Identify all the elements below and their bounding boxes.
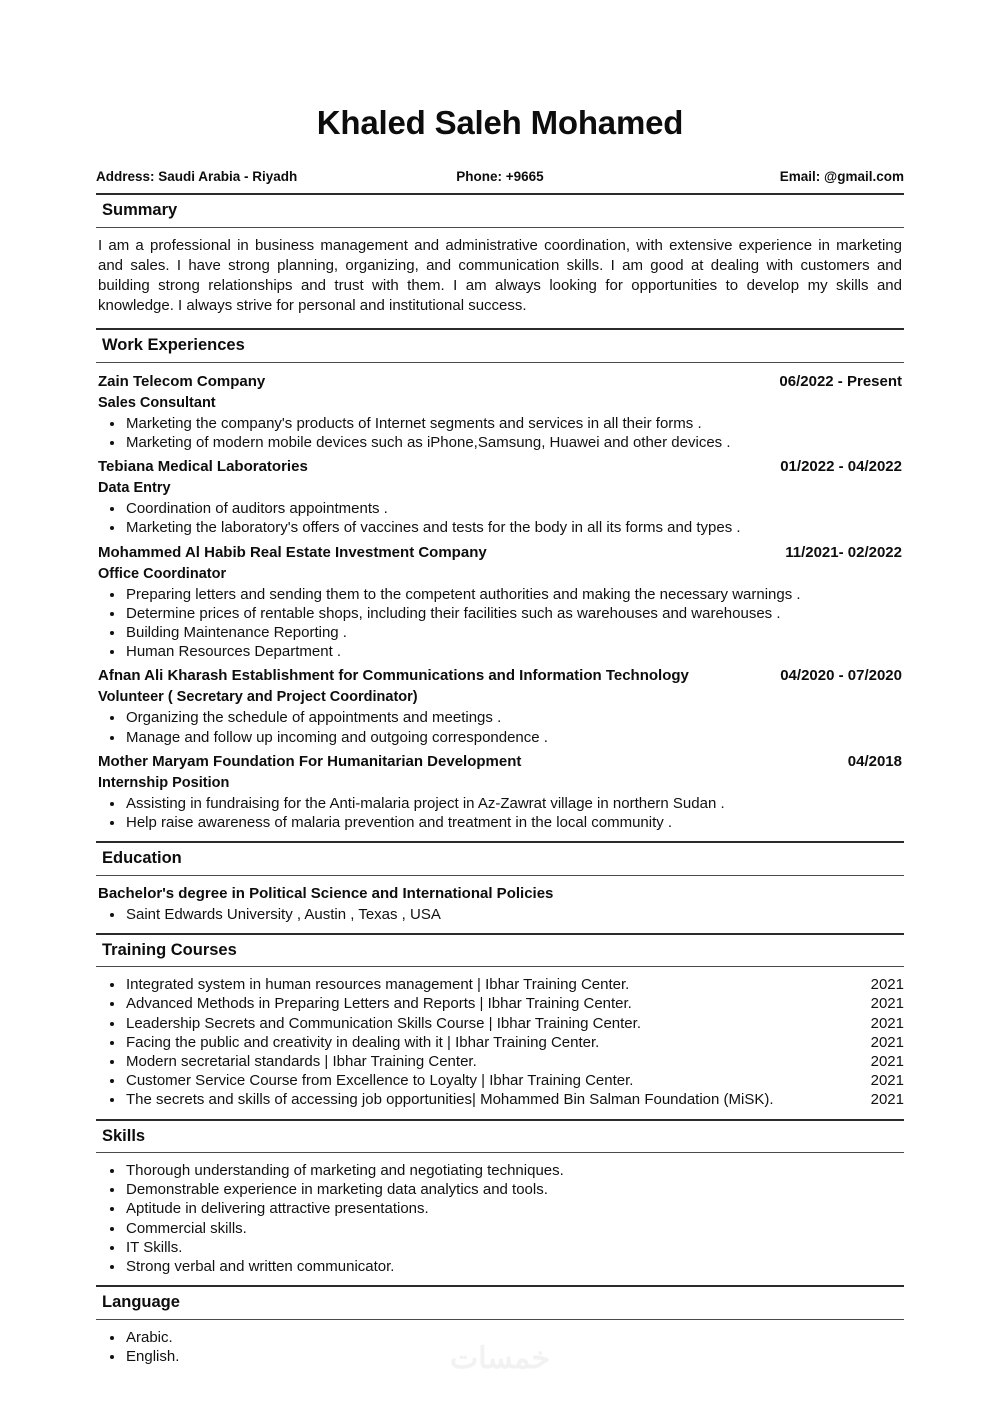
training-course-item: [96, 1033, 904, 1052]
section-heading-language: Language: [96, 1285, 904, 1319]
skill-item: Thorough understanding of marketing and negotiating techniques.: [96, 1161, 904, 1180]
skill-item: Demonstrable experience in marketing data analytics and tools.: [96, 1180, 904, 1199]
skills-list: [96, 1161, 904, 1276]
training-body: [96, 967, 904, 1109]
training-course-year: 2021: [870, 1091, 904, 1109]
education-bullet-list: [96, 905, 904, 924]
work-entry-bullet: Help raise awareness of malaria prevention and treatment in the local community .: [96, 813, 904, 832]
training-course-item: [96, 1014, 904, 1033]
training-course-name: Integrated system in human resources management | Ibhar Training Center.: [126, 976, 630, 994]
work-entry-header: [96, 540, 904, 561]
section-heading-training-courses: Training Courses: [96, 933, 904, 967]
work-experience-entry: [96, 749, 904, 832]
section-skills: [96, 1119, 904, 1277]
contact-address: Address: Saudi Arabia - Riyadh: [96, 169, 298, 185]
language-item: Arabic.: [96, 1328, 904, 1347]
work-entry-bullet: Building Maintenance Reporting .: [96, 623, 904, 642]
work-entry-bullet: Coordination of auditors appointments .: [96, 499, 904, 518]
education-degree: Bachelor's degree in Political Science and International Policies: [98, 884, 554, 902]
work-entry-bullet-list: [96, 794, 904, 832]
work-entry-header: [96, 454, 904, 475]
work-entry-bullet: Organizing the schedule of appointments and meetings .: [96, 708, 904, 727]
work-entry-bullet: Manage and follow up incoming and outgoing correspondence .: [96, 728, 904, 747]
work-entry-date: 04/2020 - 07/2020: [780, 667, 902, 685]
training-course-year: 2021: [870, 995, 904, 1013]
training-course-year: 2021: [870, 1014, 904, 1032]
work-experience-entry: [96, 540, 904, 662]
skill-item: Commercial skills.: [96, 1219, 904, 1238]
work-entry-date: 06/2022 - Present: [779, 372, 902, 390]
work-entry-organization: Tebiana Medical Laboratories: [98, 458, 308, 476]
section-heading-summary: Summary: [96, 193, 904, 227]
training-course-year: 2021: [870, 1052, 904, 1070]
training-course-list: [96, 975, 904, 1109]
work-entry-bullet-list: [96, 708, 904, 746]
education-body: [96, 876, 904, 924]
page-title: Khaled Saleh Mohamed: [316, 104, 684, 141]
training-course-name: Modern secretarial standards | Ibhar Training Center.: [126, 1052, 477, 1070]
work-entry-date: 11/2021- 02/2022: [785, 543, 902, 561]
work-entry-header: [96, 749, 904, 770]
education-bullet: Saint Edwards University , Austin , Texas , USA: [96, 905, 904, 924]
training-course-name: Customer Service Course from Excellence to Loyalty | Ibhar Training Center.: [126, 1072, 634, 1090]
work-entry-bullet: Determine prices of rentable shops, including their facilities such as warehouses and warehouses .: [96, 604, 904, 623]
skill-item: IT Skills.: [96, 1238, 904, 1257]
work-experience-entry: [96, 454, 904, 537]
summary-text: I am a professional in business management and administrative coordination, with extensive experience in marketing and sales. I have strong planning, organizing, and communication skills. I am good at dealing with customers and building strong relationships and trust with them. I am always looking for opportunities to develop my skills and knowledge. I always strive for personal and institutional success.: [98, 236, 902, 314]
summary-body: [96, 228, 904, 320]
work-entry-header: [96, 663, 904, 684]
language-item: English.: [96, 1347, 904, 1366]
work-entry-role: Internship Position: [98, 774, 230, 791]
work-list: [96, 363, 904, 832]
work-entry-organization: Mother Maryam Foundation For Humanitarian Development: [98, 752, 522, 770]
contact-email: Email: @gmail.com: [779, 169, 904, 185]
section-heading-education: Education: [96, 841, 904, 875]
work-experience-entry: [96, 663, 904, 746]
section-summary: [96, 193, 904, 319]
skills-body: [96, 1153, 904, 1276]
section-heading-skills: Skills: [96, 1119, 904, 1153]
work-entry-bullet: Assisting in fundraising for the Anti-malaria project in Az-Zawrat village in northern Sudan .: [96, 794, 904, 813]
work-entry-bullet: Marketing the company's products of Internet segments and services in all their forms .: [96, 414, 904, 433]
work-entry-date: 01/2022 - 04/2022: [780, 458, 902, 476]
training-course-item: [96, 1071, 904, 1090]
work-entry-bullet: Marketing of modern mobile devices such as iPhone,Samsung, Huawei and other devices .: [96, 433, 904, 452]
contact-phone: Phone: +9665: [456, 169, 544, 185]
work-entry-bullet: Marketing the laboratory's offers of vaccines and tests for the body in all its forms and types .: [96, 518, 904, 537]
work-entry-organization: Zain Telecom Company: [98, 372, 266, 390]
training-course-year: 2021: [870, 1033, 904, 1051]
training-course-item: [96, 975, 904, 994]
watermark: خمسات: [449, 1342, 551, 1375]
work-entry-bullet: Preparing letters and sending them to the competent authorities and making the necessary warnings .: [96, 585, 904, 604]
work-experience-entry: [96, 369, 904, 452]
training-course-item: [96, 1052, 904, 1071]
section-education: [96, 841, 904, 924]
work-entry-bullet-list: [96, 414, 904, 452]
contact-row: [96, 169, 904, 184]
work-entry-role: Office Coordinator: [98, 565, 227, 582]
work-entry-role: Data Entry: [98, 480, 171, 497]
work-entry-organization: Mohammed Al Habib Real Estate Investment Company: [98, 543, 487, 561]
training-course-name: Facing the public and creativity in dealing with it | Ibhar Training Center.: [126, 1033, 600, 1051]
section-training-courses: [96, 933, 904, 1110]
training-course-year: 2021: [870, 976, 904, 994]
work-entry-role: Sales Consultant: [98, 394, 216, 411]
training-course-item: [96, 1090, 904, 1109]
section-heading-work-experiences: Work Experiences: [96, 328, 904, 362]
training-course-name: Advanced Methods in Preparing Letters and Reports | Ibhar Training Center.: [126, 995, 632, 1013]
work-entry-organization: Afnan Ali Kharash Establishment for Communications and Information Technology: [98, 667, 689, 685]
section-work-experiences: [96, 328, 904, 832]
training-course-name: Leadership Secrets and Communication Skills Course | Ibhar Training Center.: [126, 1014, 641, 1032]
skill-item: Strong verbal and written communicator.: [96, 1257, 904, 1276]
work-entry-bullet: Human Resources Department .: [96, 642, 904, 661]
work-entry-header: [96, 369, 904, 390]
work-entry-bullet-list: [96, 499, 904, 537]
training-course-name: The secrets and skills of accessing job opportunities| Mohammed Bin Salman Foundation (MiSK).: [126, 1091, 774, 1109]
skill-item: Aptitude in delivering attractive presentations.: [96, 1199, 904, 1218]
work-entry-bullet-list: [96, 585, 904, 662]
work-entry-role: Volunteer ( Secretary and Project Coordinator): [98, 689, 418, 706]
work-entry-date: 04/2018: [847, 752, 902, 770]
training-course-year: 2021: [870, 1072, 904, 1090]
training-course-item: [96, 994, 904, 1013]
